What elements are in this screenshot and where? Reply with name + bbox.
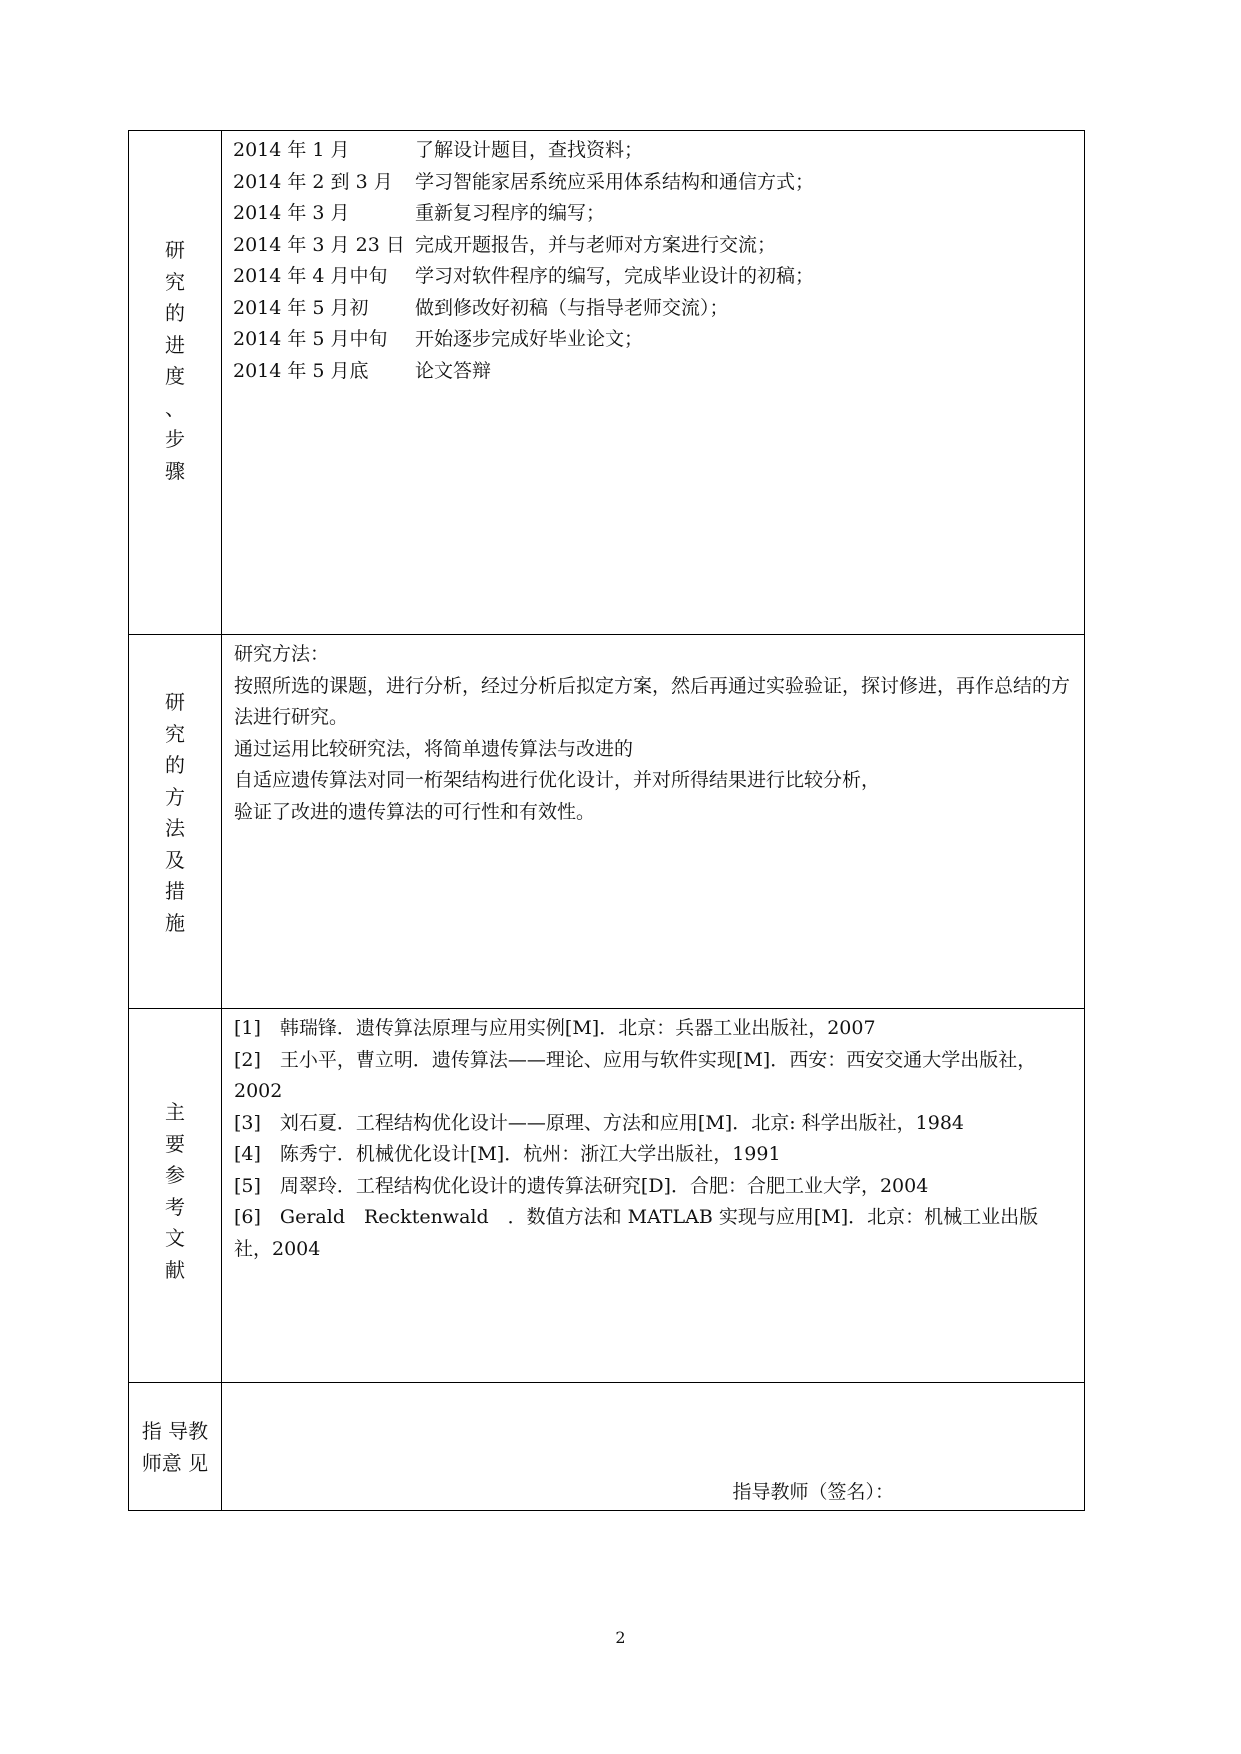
progress-label-char: 步 <box>165 427 185 451</box>
references-label-char: 参 <box>165 1163 185 1187</box>
schedule-task: 学习对软件程序的编写，完成毕业设计的初稿； <box>415 265 815 287</box>
schedule-task: 做到修改好初稿（与指导老师交流）； <box>415 296 729 319</box>
advisor-row <box>129 1383 1085 1511</box>
schedule-date: 2014 年 3 月 23 日 <box>233 233 405 256</box>
methods-label-char: 的 <box>165 753 185 777</box>
references-label-char: 要 <box>165 1131 185 1156</box>
schedule-item <box>233 167 1074 199</box>
schedule-item <box>233 198 1074 230</box>
schedule-item <box>233 324 1074 356</box>
progress-row <box>129 131 1085 635</box>
methods-paragraph: 通过运用比较研究法，将简单遗传算法与改进的 <box>234 737 634 760</box>
methods-content-cell <box>222 635 1085 1009</box>
methods-paragraph: 按照所选的课题，进行分析，经过分析后拟定方案，然后再通过实验验证，探讨修进，再作总结的方法进行研究。 <box>234 674 1071 728</box>
methods-label-char: 施 <box>165 910 185 935</box>
schedule-item <box>233 135 1074 167</box>
reference-item: [6] Gerald Recktenwald ．数值方法和 MATLAB 实现与应用[M]．北京：机械工业出版社，2004 <box>234 1206 1039 1260</box>
methods-label-char: 法 <box>165 816 185 840</box>
schedule-date: 2014 年 3 月 <box>233 202 350 224</box>
progress-label-char: 研 <box>165 238 185 262</box>
schedule-task: 了解设计题目，查找资料； <box>415 139 644 161</box>
advisor-label <box>129 1383 221 1479</box>
schedule-date: 2014 年 4 月中旬 <box>233 265 388 287</box>
schedule-date: 2014 年 1 月 <box>233 139 350 161</box>
methods-label-char: 及 <box>165 847 185 872</box>
schedule-task: 开始逐步完成好毕业论文； <box>415 328 644 350</box>
progress-label-cell <box>129 131 222 635</box>
progress-label <box>129 131 221 487</box>
methods-paragraph: 验证了改进的遗传算法的可行性和有效性。 <box>234 800 596 823</box>
schedule-item <box>233 293 1074 325</box>
advisor-signature-label: 指导教师（签名）： <box>732 1481 894 1503</box>
methods-label-cell <box>129 635 222 1009</box>
schedule-item <box>233 261 1074 293</box>
schedule-item <box>233 356 1074 388</box>
advisor-opinion-cell <box>222 1383 1085 1511</box>
methods-row <box>129 635 1085 1009</box>
schedule-task: 完成开题报告，并与老师对方案进行交流； <box>415 233 777 256</box>
reference-item: [4] 陈秀宁．机械优化设计[M]．杭州：浙江大学出版社，1991 <box>234 1143 781 1165</box>
references-label-cell <box>129 1009 222 1383</box>
progress-label-char: 进 <box>165 332 185 357</box>
progress-label-char: 、 <box>165 395 185 420</box>
methods-label-char: 措 <box>165 879 185 903</box>
schedule-task: 论文答辩 <box>415 359 492 382</box>
methods-text <box>222 635 1084 828</box>
schedule-date: 2014 年 5 月底 <box>233 359 369 382</box>
progress-label-char: 究 <box>165 269 185 294</box>
references-label-char: 文 <box>165 1226 185 1250</box>
schedule-task: 重新复习程序的编写； <box>415 202 606 224</box>
reference-item: [1] 韩瑞锋．遗传算法原理与应用实例[M]．北京：兵器工业出版社，2007 <box>234 1017 876 1039</box>
references-label-char: 主 <box>165 1100 185 1124</box>
advisor-label-line: 师意 见 <box>141 1451 209 1475</box>
proposal-form-table <box>128 130 1085 1511</box>
schedule-date: 2014 年 5 月初 <box>233 296 369 319</box>
reference-item: [5] 周翠玲．工程结构优化设计的遗传算法研究[D]．合肥：合肥工业大学，2004 <box>234 1174 929 1197</box>
references-list <box>222 1009 1084 1265</box>
references-label-char: 献 <box>165 1257 185 1282</box>
references-label-char: 考 <box>165 1194 185 1219</box>
progress-label-char: 度 <box>165 364 185 388</box>
schedule-task: 学习智能家居系统应采用体系结构和通信方式； <box>415 170 815 193</box>
schedule-list <box>222 131 1084 387</box>
advisor-label-cell <box>129 1383 222 1511</box>
methods-label-char: 方 <box>165 784 185 809</box>
reference-item: [3] 刘石夏．工程结构优化设计——原理、方法和应用[M]．北京: 科学出版社，1984 <box>234 1111 964 1134</box>
methods-label <box>129 635 221 939</box>
schedule-item <box>233 230 1074 262</box>
progress-label-char: 的 <box>165 301 185 325</box>
references-content-cell <box>222 1009 1085 1383</box>
progress-label-char: 骤 <box>165 458 185 483</box>
schedule-date: 2014 年 5 月中旬 <box>233 328 388 350</box>
page-number: 2 <box>615 1628 626 1647</box>
methods-paragraph: 自适应遗传算法对同一桁架结构进行优化设计，并对所得结果进行比较分析， <box>234 769 881 791</box>
methods-label-char: 究 <box>165 721 185 746</box>
advisor-label-line: 指 导教 <box>141 1419 209 1443</box>
references-label <box>129 1009 221 1286</box>
methods-paragraph: 研究方法： <box>234 643 330 665</box>
methods-label-char: 研 <box>165 690 185 714</box>
schedule-date: 2014 年 2 到 3 月 <box>233 170 393 193</box>
reference-item: [2] 王小平，曹立明．遗传算法——理论、应用与软件实现[M]．西安：西安交通大学出版社，2002 <box>234 1048 1037 1102</box>
progress-content-cell <box>222 131 1085 635</box>
references-row <box>129 1009 1085 1383</box>
